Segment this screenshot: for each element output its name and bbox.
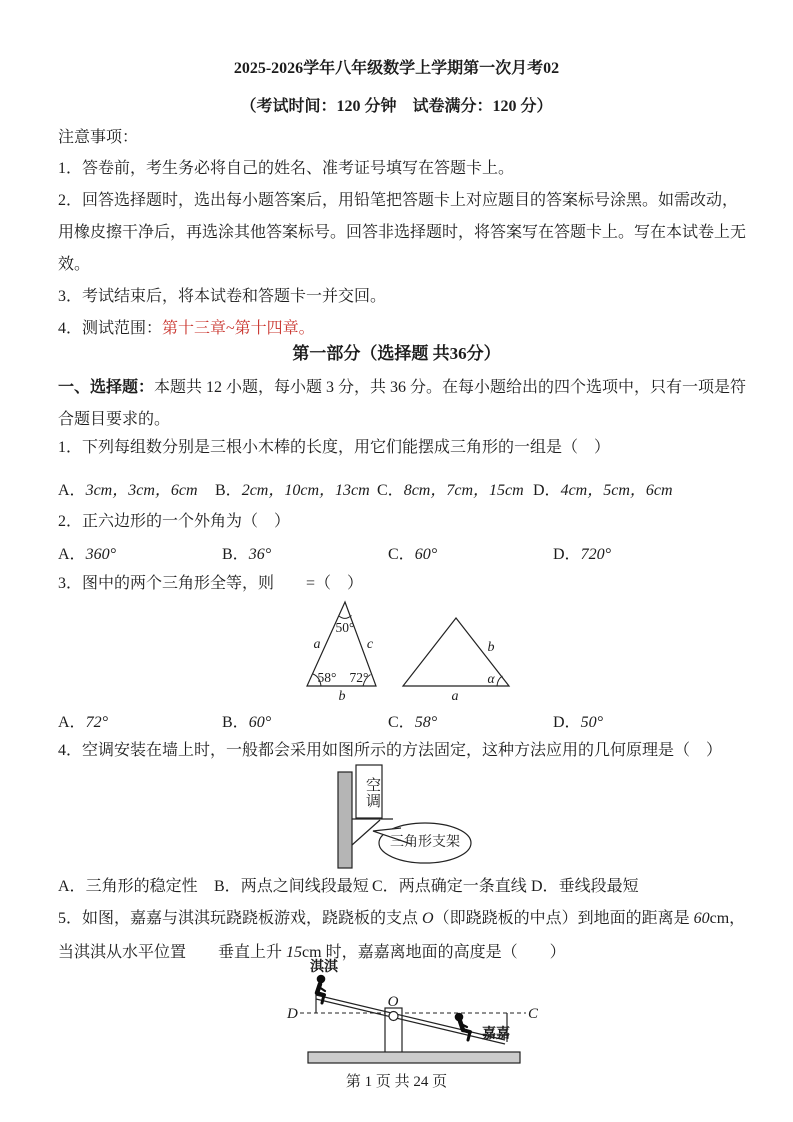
left-triangle-side-b: b — [338, 689, 346, 702]
q1-option-a: A．3cm，3cm，6cm — [58, 482, 198, 499]
ac-box-label: 空调 — [364, 777, 380, 809]
left-person-label: 淇淇 — [310, 960, 338, 975]
q1-option-b: B．2cm，10cm，13cm — [215, 482, 370, 499]
test-range-text: 第十三章~第十四章。 — [162, 320, 315, 337]
point-d-label: D — [287, 1006, 298, 1022]
q4-option-a: A．三角形的稳定性 — [58, 878, 198, 895]
q3-option-d: D．50° — [553, 714, 603, 731]
left-triangle-side-a: a — [313, 637, 321, 652]
bubble-label: 三角形支架 — [390, 835, 460, 850]
q2-option-d: D．720° — [553, 546, 611, 563]
question-5-stem-line1: 5．如图，嘉嘉与淇淇玩跷跷板游戏，跷跷板的支点 O（即跷跷板的中点）到地面的距离是 60cm， — [58, 910, 746, 927]
seesaw-figure — [286, 960, 538, 1065]
notice-item-2-line3: 效。 — [58, 256, 91, 273]
section-intro-line1 — [58, 377, 746, 399]
q3-option-a: A．72° — [58, 714, 108, 731]
q1-option-c: C．8cm，7cm，15cm — [377, 482, 524, 499]
ground-base — [308, 1052, 520, 1063]
question-1-stem: 1．下列每组数分别是三根小木棒的长度，用它们能摆成三角形的一组是（ ） — [58, 439, 611, 456]
section-heading: 第一部分（选择题 共36分） — [292, 344, 501, 363]
question-5-stem-line2: 当淇淇从水平位置 垂直上升 15cm 时，嘉嘉离地面的高度是（ ） — [58, 944, 566, 961]
point-o-label: O — [387, 994, 399, 1010]
seesaw-board-top-edge — [316, 995, 505, 1040]
notice-item-3: 3．考试结束后，将本试卷和答题卡一并交回。 — [58, 288, 387, 305]
q1-option-d: D．4cm，5cm，6cm — [533, 482, 673, 499]
section-intro-line2: 合题目要求的。 — [58, 411, 171, 428]
page-title: 2025-2026学年八年级数学上学期第一次月考02 — [233, 60, 560, 77]
left-triangle-angle-bl: 58° — [317, 670, 337, 685]
triangles-svg — [293, 596, 518, 702]
right-triangle-side-a: a — [451, 689, 459, 702]
wall-bar — [338, 772, 352, 868]
question-2-stem: 2．正六边形的一个外角为（ ） — [58, 513, 291, 530]
question-3-stem: 3．图中的两个三角形全等，则 =（ ） — [58, 575, 364, 592]
ac-bracket-figure — [335, 762, 475, 874]
q2-option-b: B．36° — [222, 546, 272, 563]
page-footer: 第 1 页 共 24 页 — [345, 1074, 448, 1090]
q4-option-d: D．垂线段最短 — [531, 878, 639, 895]
q2-option-a: A．360° — [58, 546, 116, 563]
q3-option-c: C．58° — [388, 714, 438, 731]
section-intro-rest: 本题共 12 小题，每小题 3 分，共 36 分。在每小题给出的四个选项中，只有一项是符 — [154, 379, 747, 396]
bracket-svg — [335, 762, 475, 874]
q3-option-b: B．60° — [222, 714, 272, 731]
right-triangle-angle-alpha: α — [487, 671, 495, 686]
notice-item-2-line2: 用橡皮擦干净后，再选涂其他答案标号。回答非选择题时，将答案写在答题卡上。写在本试卷上无 — [58, 224, 747, 241]
q2-option-c: C．60° — [388, 546, 438, 563]
point-c-label: C — [528, 1006, 538, 1022]
left-person-icon — [317, 975, 326, 1003]
notice-item-4 — [58, 318, 315, 340]
right-person-icon — [455, 1013, 470, 1040]
seesaw-board-bottom-edge — [316, 999, 505, 1044]
section-intro-bold: 一、选择题： — [58, 379, 155, 396]
question-3-options — [58, 709, 748, 731]
notice-item-4-prefix: 4．测试范围： — [58, 320, 163, 337]
pivot-circle — [389, 1012, 398, 1021]
question-2-options — [58, 541, 748, 563]
question-1-options — [58, 477, 748, 499]
left-triangle-angle-br: 72° — [349, 670, 369, 685]
left-triangle-angle-top: 50° — [335, 620, 355, 635]
right-person-label: 嘉嘉 — [482, 1027, 510, 1042]
notice-item-1: 1．答卷前，考生务必将自己的姓名、准考证号填写在答题卡上。 — [58, 160, 515, 177]
question-4-stem: 4．空调安装在墙上时，一般都会采用如图所示的方法固定，这种方法应用的几何原理是（ ） — [58, 742, 723, 759]
right-triangle-side-b: b — [487, 640, 495, 655]
exam-info-subtitle: （考试时间：120 分钟 试卷满分：120 分） — [240, 98, 553, 115]
congruent-triangles-figure — [293, 596, 518, 702]
notice-item-2-line1: 2．回答选择题时，选出每小题答案后，用铅笔把答题卡上对应题目的答案标号涂黑。如需改动， — [58, 192, 739, 209]
notice-heading: 注意事项： — [58, 129, 139, 146]
q4-option-b: B．两点之间线段最短 — [214, 878, 369, 895]
left-triangle-side-c: c — [366, 637, 374, 652]
q4-option-c: C．两点确定一条直线 — [372, 878, 527, 895]
